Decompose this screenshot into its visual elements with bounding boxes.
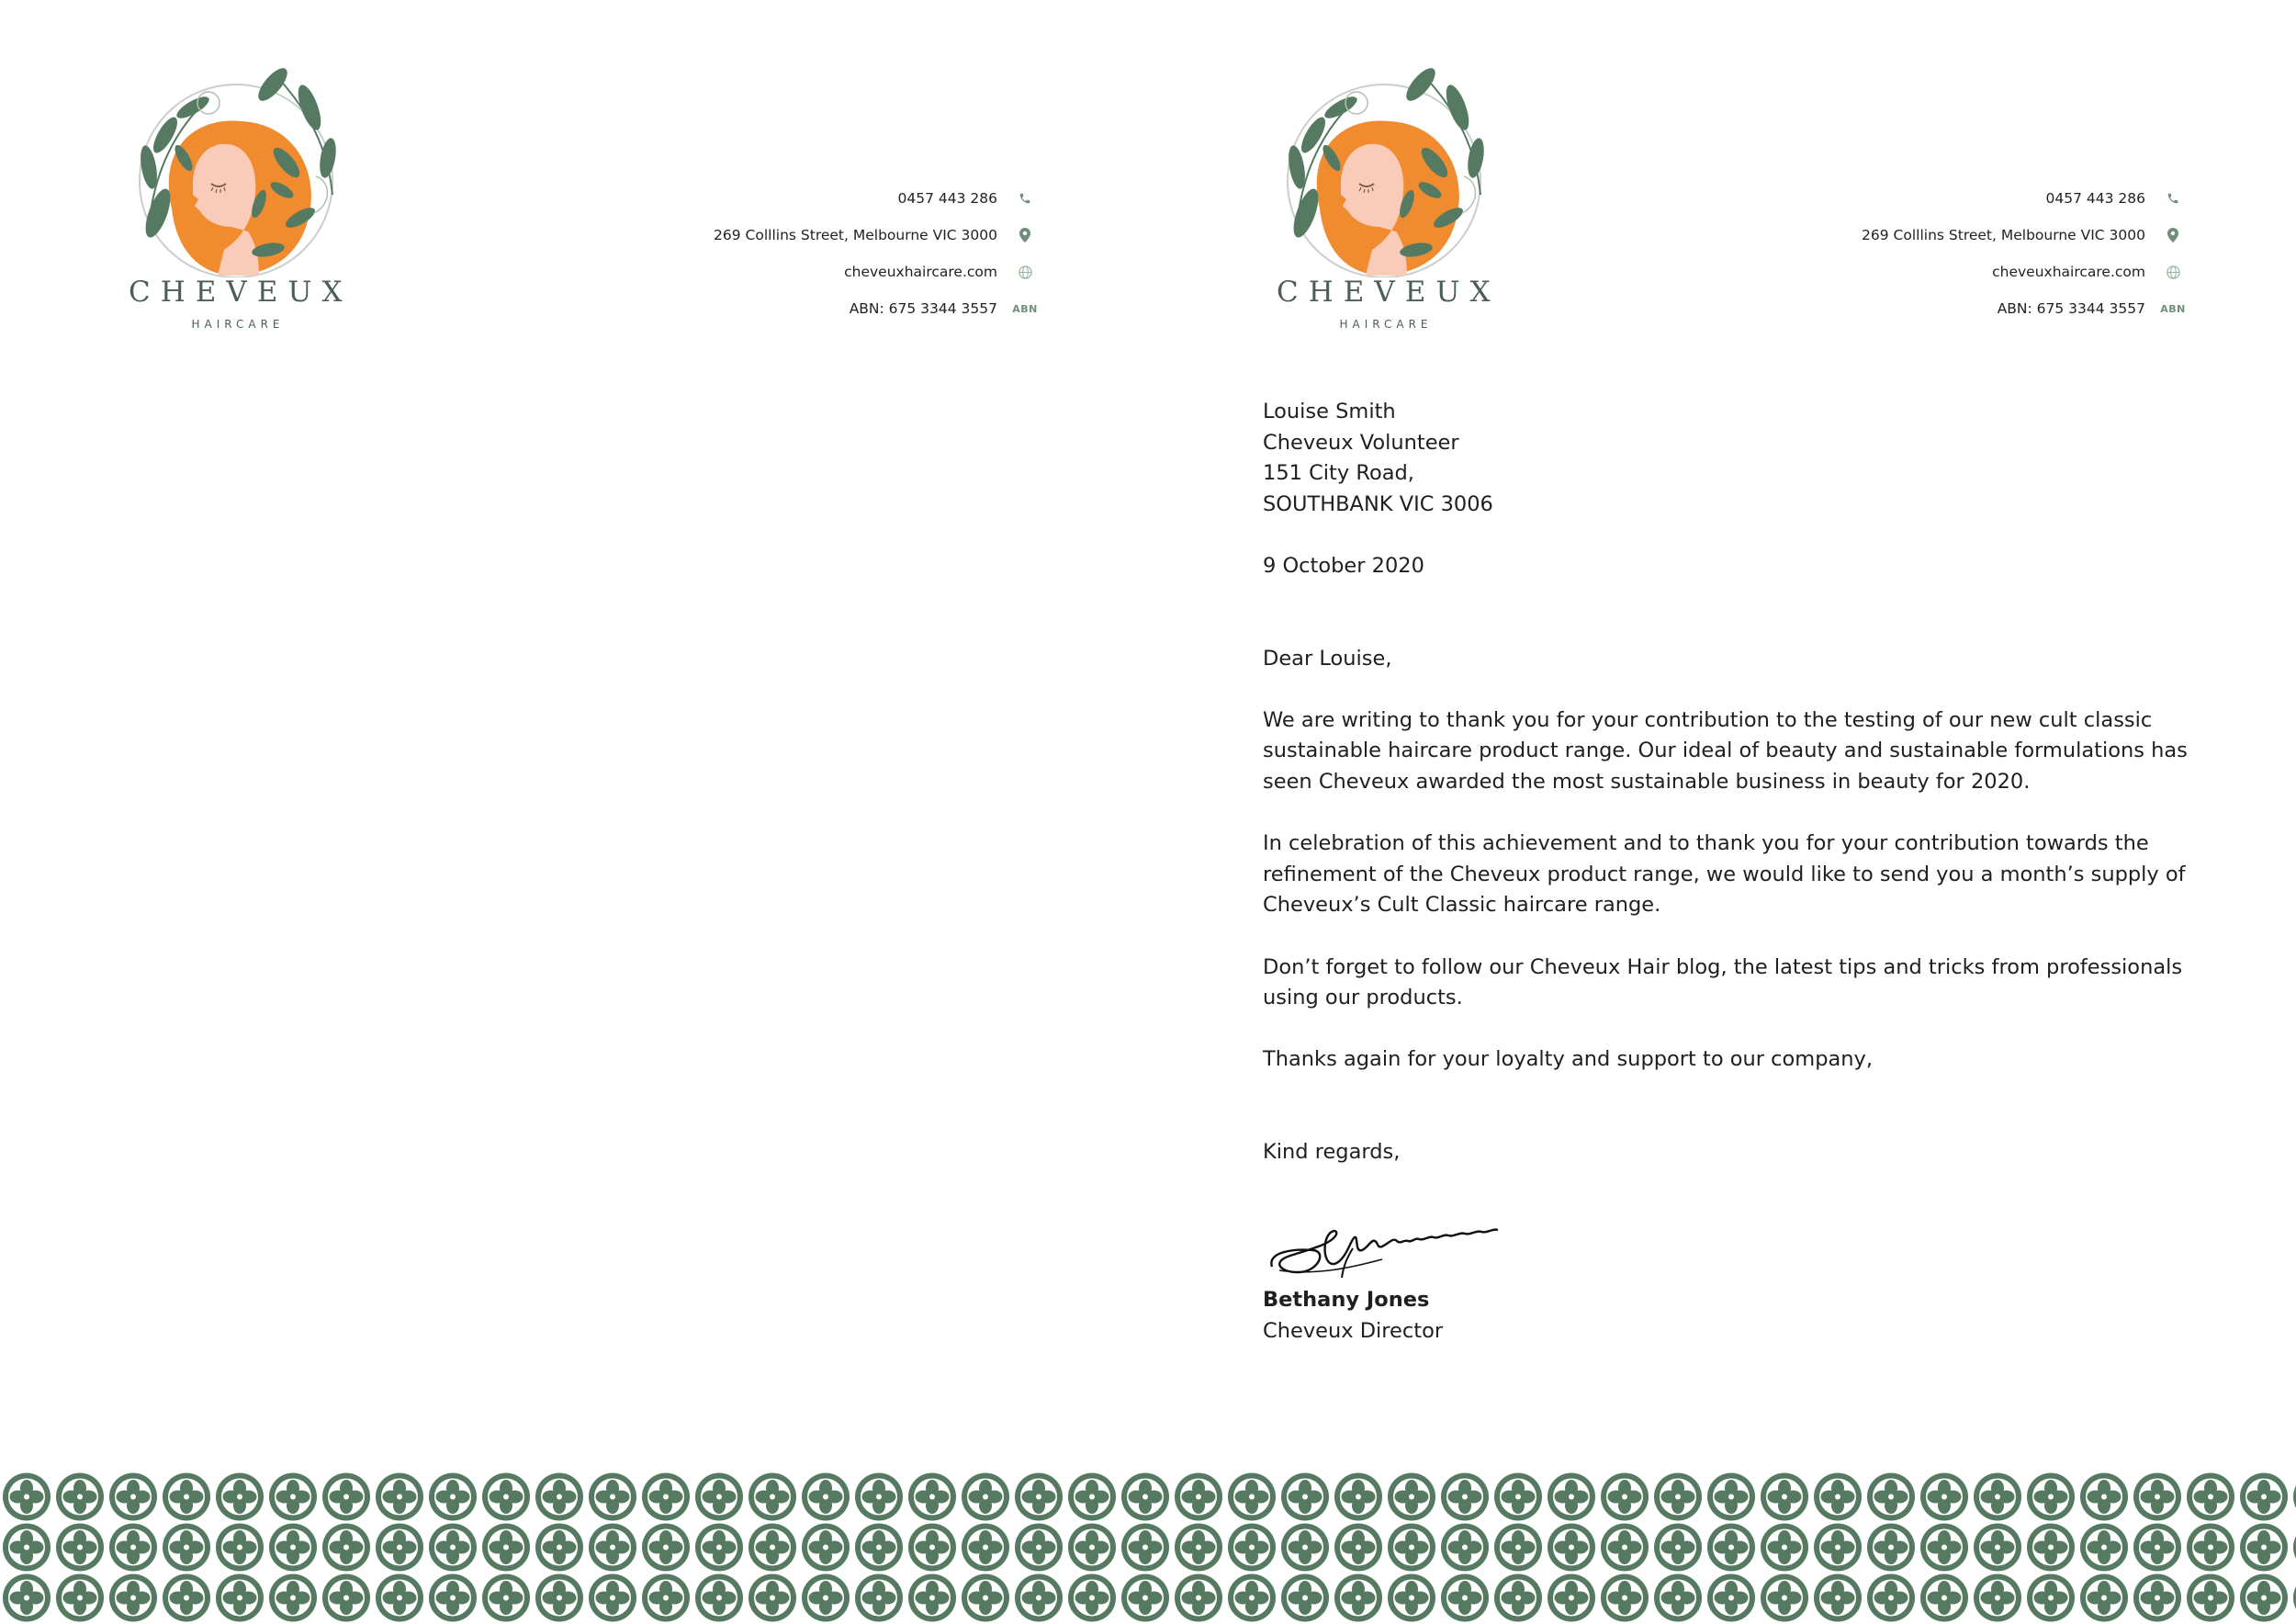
location-pin-icon: [2160, 228, 2186, 242]
website-text[interactable]: cheveuxhaircare.com: [1992, 264, 2145, 280]
decorative-pattern-footer: [0, 1472, 2296, 1624]
brand-emblem-icon: [121, 66, 351, 277]
contact-abn: [1754, 290, 2186, 327]
website-text[interactable]: cheveuxhaircare.com: [844, 264, 997, 280]
recipient-street: 151 City Road,: [1263, 461, 1414, 486]
letter-body: [1263, 397, 2200, 1348]
globe-icon: [2160, 265, 2186, 279]
contact-website: [1754, 254, 2186, 290]
address-text: 269 Colllins Street, Melbourne VIC 3000: [1862, 227, 2145, 243]
letter-page: [1148, 0, 2296, 1624]
brand-tagline: HAIRCARE: [191, 318, 285, 331]
closing: Kind regards,: [1263, 1139, 1401, 1164]
signer-name: Bethany Jones: [1263, 1288, 1430, 1313]
brand-name: CHEVEUX: [1277, 276, 1501, 309]
contact-block: [1754, 180, 2186, 327]
phone-text: 0457 443 286: [897, 190, 997, 207]
paragraph: Don’t forget to follow our Cheveux Hair blog, the latest tips and tricks from professionals using our products.: [1263, 954, 2183, 1010]
paragraph: We are writing to thank you for your contribution to the testing of our new cult classic sustainable haircare product range. Our ideal of beauty and sustainable formulations has seen Cheveux awarded the most sustainable business in beauty for 2020.: [1263, 707, 2188, 794]
contact-website: [606, 254, 1038, 290]
contact-phone: [606, 180, 1038, 217]
abn-badge: ABN: [1012, 302, 1038, 315]
handwritten-signature: [1263, 1212, 2200, 1285]
contact-phone: [1754, 180, 2186, 217]
abn-text: ABN: 675 3344 3557: [1997, 300, 2145, 317]
contact-abn: [606, 290, 1038, 327]
brand-emblem-icon: [1269, 66, 1499, 277]
abn-text: ABN: 675 3344 3557: [849, 300, 997, 317]
phone-icon: [1012, 192, 1038, 205]
brand-logo: [121, 66, 351, 342]
brand-logo: [1269, 66, 1499, 342]
paragraph: Thanks again for your loyalty and support to our company,: [1263, 1047, 1874, 1072]
paragraph: In celebration of this achievement and to thank you for your contribution towards the refinement of the Cheveux product range, we would like to send you a month’s supply of Cheveux’s Cult Classic haircare range.: [1263, 831, 2186, 918]
recipient-title: Cheveux Volunteer: [1263, 430, 1459, 455]
brand-name: CHEVEUX: [129, 276, 353, 309]
address-text: 269 Colllins Street, Melbourne VIC 3000: [714, 227, 997, 243]
recipient-city: SOUTHBANK VIC 3006: [1263, 491, 1493, 516]
contact-block: [606, 180, 1038, 327]
letter-date: 9 October 2020: [1263, 553, 1424, 578]
recipient-name: Louise Smith: [1263, 400, 1396, 423]
signer-title: Cheveux Director: [1263, 1319, 1444, 1344]
phone-icon: [2160, 192, 2186, 205]
salutation: Dear Louise,: [1263, 646, 1392, 671]
abn-badge: ABN: [2160, 302, 2186, 315]
contact-address: [1754, 217, 2186, 254]
globe-icon: [1012, 265, 1038, 279]
location-pin-icon: [1012, 228, 1038, 242]
phone-text: 0457 443 286: [2045, 190, 2145, 207]
contact-address: [606, 217, 1038, 254]
brand-tagline: HAIRCARE: [1339, 318, 1433, 331]
